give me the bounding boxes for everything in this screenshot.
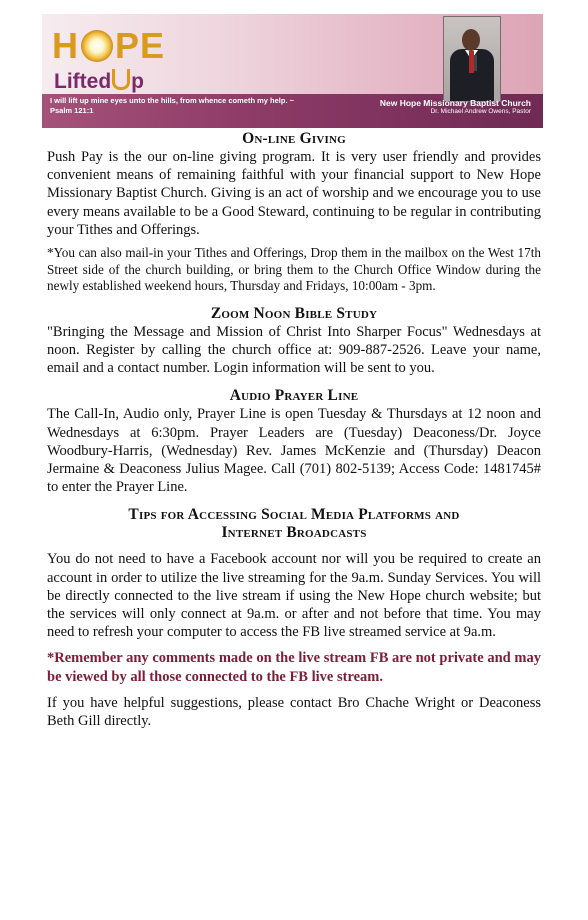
- social-heading: [47, 506, 541, 542]
- giving-body: Push Pay is the our on-line giving program. It is very user friendly and provides convenient means of remaining faithful with your financial support to New Hope Missionary Baptist Church. Giving is an act of worship and we encourage you to use every means available to be a Good Steward, continuing to be regular in contributing your Tithes and Offerings.: [47, 149, 541, 238]
- prayer-body: The Call-In, Audio only, Prayer Line is open Tuesday & Thursdays at 12 noon and Wednesdays at 6:30pm. Prayer Leaders are (Tuesday) Deaconess/Dr. Joyce Woodbury-Harris, (Wednesday) Rev. James McKenzie and (Thursday) Deacon Jermaine & Deaconess Julius Magee. Call (701) 802-5139; Access Code: 1481745# to enter the Prayer Line.: [47, 406, 541, 496]
- pastor-name: Dr. Michael Andrew Owens, Pastor: [430, 108, 531, 115]
- pastor-photo: [443, 16, 501, 102]
- raised-hands-icon: [112, 69, 130, 90]
- lifted-up-logo: Lifted p: [54, 70, 144, 93]
- giving-heading: On-line Giving: [242, 130, 346, 147]
- zoom-body: "Bringing the Message and Mission of Christ Into Sharper Focus" Wednesdays at noon. Register by calling the church office at: 909-887-2526. Leave your name, email and a contact number. Login information will be sent to you.: [47, 323, 541, 377]
- scripture-tagline: I will lift up mine eyes unto the hills, from whence cometh my help. ~ Psalm 121:1: [50, 96, 295, 115]
- header-banner: [42, 14, 543, 128]
- social-heading-line2: Internet Broadcasts: [221, 524, 367, 542]
- privacy-alert: *Remember any comments made on the live stream FB are not private and may be viewed by all those connected to the FB live stream.: [47, 650, 541, 685]
- giving-note: *You can also mail-in your Tithes and Offerings, Drop them in the mailbox on the West 17th Street side of the church building, or bring them to the Church Office Window during the newly established weekend hours, Thursday and Fridays, 10:00am - 3pm.: [47, 245, 541, 294]
- social-heading-line1: Tips for Accessing Social Media Platforms and: [128, 506, 460, 524]
- zoom-heading: Zoom Noon Bible Study: [210, 304, 378, 322]
- hope-logo: H PE: [52, 25, 166, 66]
- church-name: New Hope Missionary Baptist Church: [379, 98, 531, 108]
- globe-icon: [81, 30, 113, 62]
- contact-text: If you have helpful suggestions, please contact Bro Chache Wright or Deaconess Beth Gill directly.: [47, 694, 541, 730]
- newsletter-content: [47, 130, 541, 730]
- prayer-heading: Audio Prayer Line: [229, 387, 359, 405]
- church-name-block: [380, 98, 531, 115]
- social-body: You do not need to have a Facebook account nor will you be required to create an account in order to utilize the live streaming for the 9a.m. Sunday Services. You will be directly connected to the live stream if using the New Hope church website; but the services will only connect at 9a.m. or after and not before that time. You may need to refresh your computer to access the FB live streamed service at 9a.m.: [47, 551, 541, 641]
